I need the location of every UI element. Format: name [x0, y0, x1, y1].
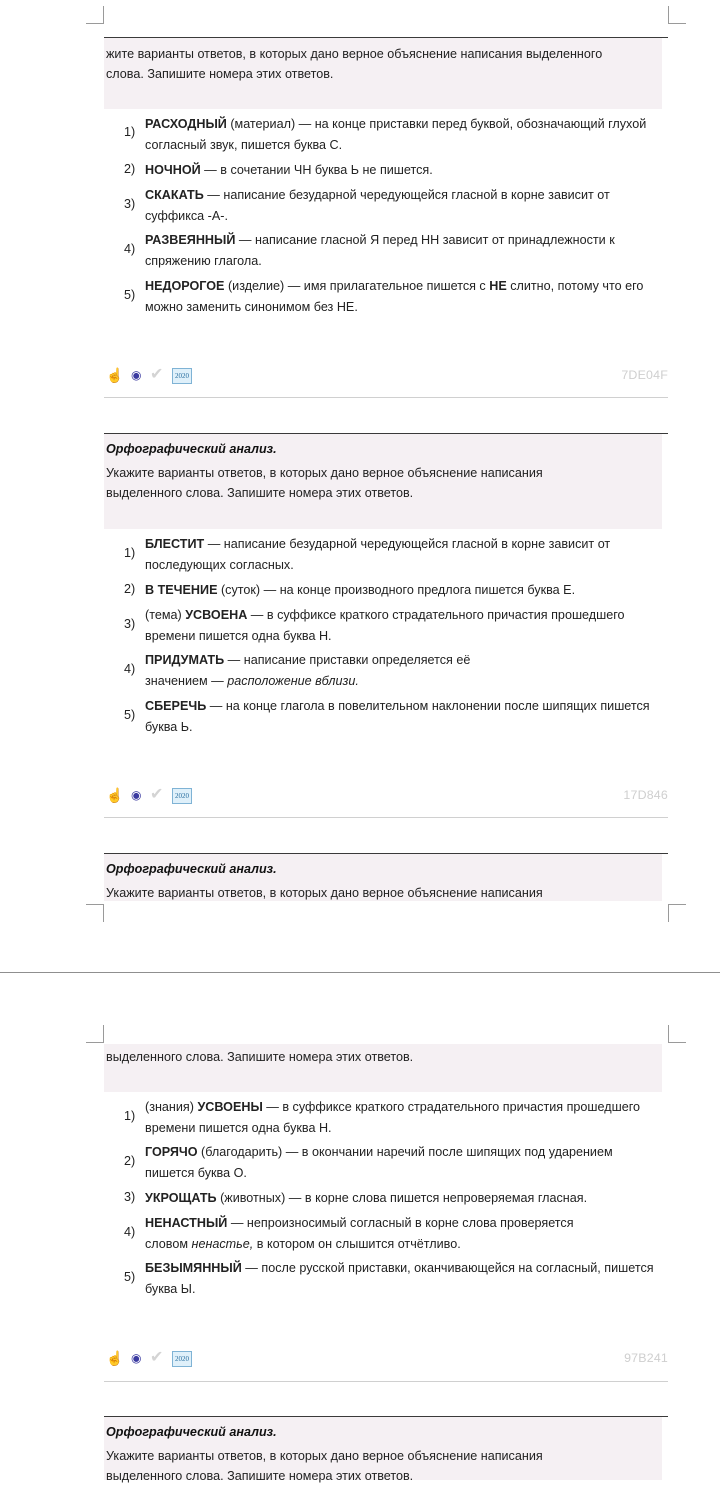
question-line: выделенного слова. Запишите номера этих ответов. — [106, 1469, 414, 1483]
question-title: Орфографический анализ. — [106, 1425, 277, 1439]
question-text — [106, 463, 656, 503]
highlighted-word: ПРИДУМАТЬ — [145, 653, 225, 667]
eye-icon[interactable]: ◉ — [131, 1351, 142, 1365]
task-bottom-rule — [104, 1381, 668, 1382]
option-number: 2) — [124, 162, 136, 176]
context-word: (тема) — [145, 608, 186, 622]
option-text — [145, 696, 661, 737]
crop-mark-top-left — [86, 1025, 104, 1043]
option-number: 4) — [124, 1225, 136, 1239]
task-toolbar — [104, 366, 668, 388]
eye-icon[interactable]: ◉ — [131, 788, 142, 802]
question-text — [106, 1047, 656, 1067]
explanation: словом — [145, 1236, 192, 1251]
explanation: — в сочетании ЧН буква Ь не пишется. — [200, 163, 433, 177]
highlighted-word: В ТЕЧЕНИЕ — [145, 583, 218, 597]
highlighted-word: УКРОЩАТЬ — [145, 1191, 217, 1205]
highlighted-word: СКАКАТЬ — [145, 188, 204, 202]
option-number: 5) — [124, 288, 136, 302]
highlighted-word: СБЕРЕЧЬ — [145, 699, 207, 713]
eye-icon[interactable]: ◉ — [131, 368, 142, 382]
question-text — [106, 883, 656, 903]
option-text — [145, 534, 661, 575]
explanation: слитно, потому что его можно заменить синонимом без НЕ. — [145, 279, 644, 314]
question-title: Орфографический анализ. — [106, 862, 277, 876]
question-line: Укажите варианты ответов, в которых дано верное объяснение написания — [106, 886, 543, 900]
option-number: 1) — [124, 1109, 136, 1123]
question-line: Укажите варианты ответов, в которых дано верное объяснение написания — [106, 466, 543, 480]
task-block-partial — [104, 853, 668, 901]
explanation: — в суффиксе краткого страдательного причастия прошедшего времени пишется одна буква Н. — [145, 608, 625, 643]
question-line: Укажите варианты ответов, в которых дано верное объяснение написания — [106, 1449, 543, 1463]
explanation: — непроизносимый согласный в корне слова проверяется — [227, 1216, 574, 1230]
option-text — [145, 650, 661, 691]
option-number: 5) — [124, 1270, 136, 1284]
option-text — [145, 580, 661, 601]
question-box — [104, 1417, 662, 1483]
question-text — [106, 44, 656, 84]
option-text — [145, 276, 661, 317]
option-text — [145, 605, 661, 646]
option-text — [145, 1258, 661, 1299]
italic-phrase: расположение вблизи. — [227, 673, 359, 688]
task-block-97b241 — [104, 1044, 668, 1384]
task-toolbar — [104, 786, 668, 808]
highlighted-word: ГОРЯЧО — [145, 1145, 198, 1159]
option-number: 3) — [124, 617, 136, 631]
hand-pointer-icon[interactable]: ☝ — [106, 1350, 124, 1366]
crop-mark-top-right — [668, 6, 686, 24]
highlighted-particle: НЕ — [489, 279, 507, 293]
highlighted-word: УСВОЕНЫ — [197, 1100, 263, 1114]
task-code: 17D846 — [623, 788, 668, 802]
option-text — [145, 185, 661, 226]
question-line: жите варианты ответов, в которых дано верное объяснение написания выделенного — [106, 47, 603, 61]
task-toolbar — [104, 1349, 668, 1371]
checkmark-icon[interactable]: ✔ — [150, 786, 164, 803]
hand-pointer-icon[interactable]: ☝ — [106, 367, 124, 383]
option-text — [145, 1188, 661, 1209]
option-text — [145, 1213, 661, 1254]
crop-mark-bottom-right — [668, 904, 686, 922]
question-line: слова. Запишите номера этих ответов. — [106, 67, 334, 81]
highlighted-word: НЕДОРОГОЕ — [145, 279, 225, 293]
question-box — [104, 434, 662, 529]
option-number: 1) — [124, 125, 136, 139]
hand-pointer-icon[interactable]: ☝ — [106, 787, 124, 803]
explanation: (суток) — на конце производного предлога пишется буква Е. — [217, 583, 576, 597]
option-number: 5) — [124, 708, 136, 722]
explanation: — написание безударной чередующейся гласной в корне зависит от последующих согласных. — [145, 537, 611, 572]
highlighted-word: РАСХОДНЫЙ — [145, 117, 227, 131]
crop-mark-top-left — [86, 6, 104, 24]
explanation: в котором он слышится отчётливо. — [253, 1236, 461, 1251]
option-text — [145, 114, 661, 155]
task-bottom-rule — [104, 817, 668, 818]
question-box — [104, 854, 662, 901]
crop-mark-top-right — [668, 1025, 686, 1043]
crop-mark-bottom-left — [86, 904, 104, 922]
explanation: — на конце глагола в повелительном наклонении после шипящих пишется буква Ь. — [145, 699, 650, 734]
year-2020-icon[interactable]: 2020 — [172, 788, 192, 804]
context-word: (знания) — [145, 1100, 198, 1114]
explanation: — написание безударной чередующейся гласной в корне зависит от суффикса -А-. — [145, 188, 610, 223]
explanation: (благодарить) — в окончании наречий после шипящих под ударением пишется буква О. — [145, 1145, 613, 1180]
question-box — [104, 38, 662, 109]
highlighted-word: БЕЗЫМЯННЫЙ — [145, 1261, 242, 1275]
option-text — [145, 160, 661, 181]
year-2020-icon[interactable]: 2020 — [172, 368, 192, 384]
option-number: 3) — [124, 197, 136, 211]
highlighted-word: НЕНАСТНЫЙ — [145, 1216, 228, 1230]
question-line: выделенного слова. Запишите номера этих ответов. — [106, 1050, 414, 1064]
explanation: значением — — [145, 673, 228, 688]
explanation: — после русской приставки, оканчивающейся на согласный, пишется буква Ы. — [145, 1261, 654, 1296]
option-number: 2) — [124, 582, 136, 596]
question-line: выделенного слова. Запишите номера этих ответов. — [106, 486, 414, 500]
task-code: 97B241 — [624, 1351, 668, 1365]
explanation: (изделие) — имя прилагательное пишется с — [224, 279, 490, 293]
checkmark-icon[interactable]: ✔ — [150, 366, 164, 383]
highlighted-word: РАЗВЕЯННЫЙ — [145, 233, 236, 247]
option-number: 4) — [124, 242, 136, 256]
question-text — [106, 1446, 656, 1486]
option-text — [145, 230, 661, 271]
explanation: (материал) — на конце приставки перед буквой, обозначающий глухой согласный звук, пишется буква С. — [145, 117, 647, 152]
explanation: (животных) — в корне слова пишется непроверяемая гласная. — [216, 1191, 588, 1205]
question-box — [104, 1044, 662, 1092]
highlighted-word: БЛЕСТИТ — [145, 537, 205, 551]
task-block-7de04f — [104, 37, 668, 399]
explanation: — написание приставки определяется её — [224, 653, 471, 667]
highlighted-word: НОЧНОЙ — [145, 163, 201, 177]
option-text — [145, 1097, 661, 1138]
year-2020-icon[interactable]: 2020 — [172, 1351, 192, 1367]
task-code: 7DE04F — [621, 368, 668, 382]
task-block-17d846 — [104, 433, 668, 819]
document-page-2 — [0, 973, 720, 1483]
italic-word: ненастье, — [191, 1236, 254, 1251]
option-number: 2) — [124, 1154, 136, 1168]
option-number: 3) — [124, 1190, 136, 1204]
question-title: Орфографический анализ. — [106, 442, 277, 456]
option-number: 1) — [124, 546, 136, 560]
task-block-next — [104, 1416, 668, 1483]
task-bottom-rule — [104, 397, 668, 398]
explanation: — в суффиксе краткого страдательного причастия прошедшего времени пишется одна буква Н. — [145, 1100, 641, 1135]
highlighted-word: УСВОЕНА — [185, 608, 248, 622]
option-number: 4) — [124, 662, 136, 676]
checkmark-icon[interactable]: ✔ — [150, 1349, 164, 1366]
explanation: — написание гласной Я перед НН зависит от принадлежности к спряжению глагола. — [145, 233, 615, 268]
option-text — [145, 1142, 661, 1183]
